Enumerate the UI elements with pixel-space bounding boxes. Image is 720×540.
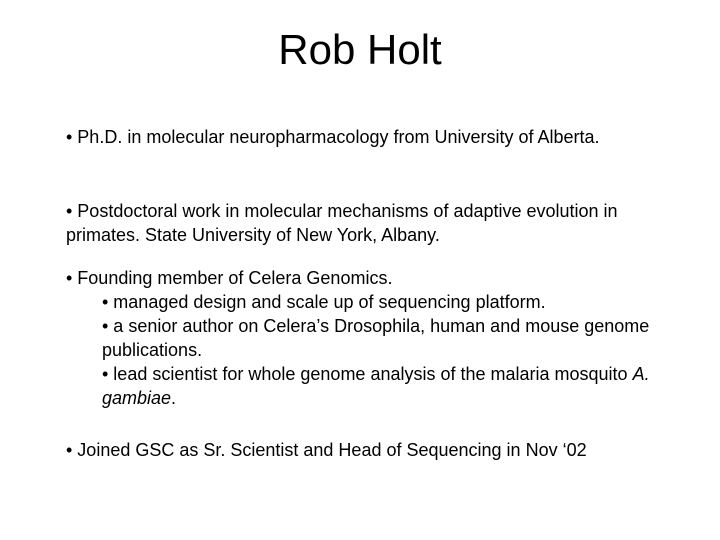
sub-bullet-publications: • a senior author on Celera’s Drosophila, human and mouse genome publications. [102,316,650,360]
bullet-postdoc: • Postdoctoral work in molecular mechanisms of adaptive evolution in primates. State University of New York, Albany. [66,201,618,245]
bullet-gsc: • Joined GSC as Sr. Scientist and Head of Sequencing in Nov ‘02 [66,440,587,460]
bullet-education: • Ph.D. in molecular neuropharmacology from University of Alberta. [66,127,600,147]
bullet-celera-text: • Founding member of Celera Genomics. [66,268,393,288]
species-suffix: . [171,388,177,408]
sub-bullet-malaria-text: • lead scientist for whole genome analysis of the malaria mosquito [102,364,633,384]
celera-sub-list [66,290,666,410]
species-name: A. gambiae [102,364,650,408]
slide-title: Rob Holt [278,26,442,73]
bullet-celera [66,266,666,410]
sub-bullet-platform: • managed design and scale up of sequencing platform. [102,292,546,312]
sub-bullet-malaria [102,362,666,410]
